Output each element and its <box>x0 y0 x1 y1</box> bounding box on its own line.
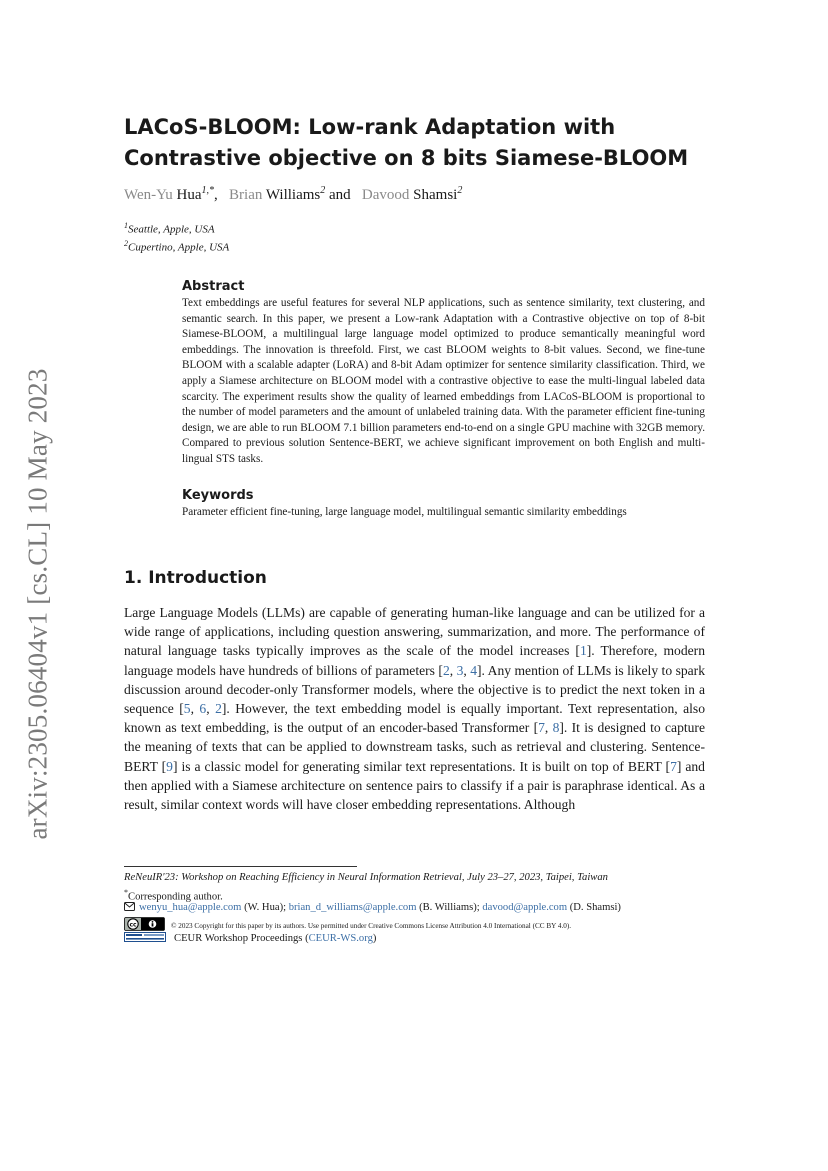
introduction-text <box>124 603 705 814</box>
email-owner: (D. Shamsi) <box>567 902 621 913</box>
email-link-hua[interactable]: wenyu_hua@apple.com <box>139 902 242 913</box>
title-line-2: Contrastive objective on 8 bits Siamese-BLOOM <box>124 146 689 170</box>
abstract-text: Text embeddings are useful features for several NLP applications, such as sentence similarity, text clustering, and semantic search. In this paper, we present a Low-rank Adaptation with a Contrastive objective on top of 8-bit Siamese-BLOOM, a multilingual large language model optimized to produce semantically meaningful word embeddings. The innovation is threefold. First, we cast BLOOM weights to 8-bit values. Second, we fine-tune BLOOM with a scalable adapter (LoRA) and 8-bit Adam optimizer for sentence similarity classification. Third, we apply a Siamese architecture on BLOOM model with a contrastive objective to ease the multi-lingual labeled data scarcity. The experiment results show the quality of learned embeddings from LACoS-BLOOM is proportional to the number of model parameters and the amount of unlabeled training data. With the parameter efficient fine-tuning design, we are able to run BLOOM 7.1 billion parameters end-to-end on a single GPU machine with 32GB memory. Compared to previous solution Sentence-BERT, we achieve significant improvement on both English and multi-lingual STS tasks. <box>182 297 705 465</box>
citation-link[interactable]: 6 <box>199 701 207 717</box>
email-owner: (B. Williams); <box>416 902 483 913</box>
author-3[interactable] <box>362 187 462 203</box>
ceur-suffix: ) <box>372 933 377 944</box>
footnote-ceur <box>124 932 376 946</box>
keywords-text: Parameter efficient fine-tuning, large language model, multilingual semantic similarity embeddings <box>182 506 627 518</box>
introduction-text-run: ] is a classic model for generating similar text representations. It is built on top of BERT [ <box>172 758 671 774</box>
title-line-1: LACoS-BLOOM: Low-rank Adaptation with <box>124 115 616 139</box>
keywords-heading: Keywords <box>182 488 254 503</box>
author-affiliation-mark: 2 <box>457 185 463 196</box>
ceur-logo-icon <box>124 932 166 942</box>
introduction-text-run: ]. Any mention of LLMs is likely to spark discussion around decoder-only Transformer models, where the objective is to predict the next token in a sequence [ <box>124 662 706 717</box>
affiliation-2 <box>124 239 229 254</box>
email-link-williams[interactable]: brian_d_williams@apple.com <box>288 902 417 913</box>
footnote-divider <box>124 866 357 867</box>
author-separator: and <box>325 187 359 203</box>
author-given-name: Brian <box>229 187 263 203</box>
citation-link[interactable]: 8 <box>552 720 560 736</box>
citation-link[interactable]: 5 <box>183 701 191 717</box>
author-family-name: Hua <box>176 187 202 203</box>
author-1[interactable] <box>124 187 214 203</box>
introduction-text-run: , <box>449 662 457 678</box>
footnote-workshop: ReNeuIR'23: Workshop on Reaching Efficiency in Neural Information Retrieval, July 23–27, 2023, Taipei, Taiwan <box>124 872 608 883</box>
citation-link[interactable]: 3 <box>456 662 464 678</box>
introduction-text-run: ]. Therefore, modern language models have hundreds of billions of parameters [ <box>124 643 706 678</box>
email-link-shamsi[interactable]: davood@apple.com <box>482 902 568 913</box>
author-affiliation-mark: 1,* <box>201 185 215 196</box>
cc-badge-text: cc <box>129 921 137 929</box>
author-2[interactable] <box>229 187 325 203</box>
introduction-text-run: , <box>206 701 216 717</box>
citation-link[interactable]: 2 <box>215 701 222 717</box>
author-family-name: Shamsi <box>413 187 458 203</box>
citation-link[interactable]: 4 <box>470 662 478 678</box>
citation-link[interactable]: 7 <box>538 720 545 736</box>
ceur-ws-link[interactable]: CEUR-WS.org <box>308 933 373 944</box>
footnote-copyright <box>124 917 571 933</box>
copyright-text: © 2023 Copyright for this paper by its authors. Use permitted under Creative Commons License Attribution 4.0 International (CC BY 4.0). <box>171 922 572 930</box>
corresponding-mark: * <box>124 888 128 897</box>
introduction-text-run: , <box>463 662 471 678</box>
cc-by-license-icon <box>124 917 165 931</box>
introduction-text-run: ] and then applied with a Siamese architecture on sentence pairs to classify if a pair is paraphrase identical. As a result, similar context words will have closer embedding representations. Although <box>124 758 705 813</box>
author-given-name: Wen-Yu <box>124 187 173 203</box>
paper-title <box>124 112 724 174</box>
email-owner: (W. Hua); <box>241 902 289 913</box>
introduction-text-run: , <box>190 701 200 717</box>
author-given-name: Davood <box>361 187 410 203</box>
affiliation-text: Seattle, Apple, USA <box>128 223 215 236</box>
abstract-heading: Abstract <box>182 279 245 294</box>
envelope-icon <box>124 902 135 911</box>
arxiv-identifier <box>20 358 56 850</box>
affiliation-mark: 2 <box>124 239 128 248</box>
affiliation-mark: 1 <box>124 221 128 230</box>
citation-link[interactable]: 9 <box>166 758 173 774</box>
citation-link[interactable]: 7 <box>670 758 677 774</box>
arxiv-identifier-text: arXiv:2305.06404v1 [cs.CL] 10 May 2023 <box>22 368 53 840</box>
affiliation-text: Cupertino, Apple, USA <box>128 241 230 254</box>
ceur-prefix: CEUR Workshop Proceedings ( <box>174 933 309 944</box>
citation-link[interactable]: 2 <box>442 662 450 678</box>
introduction-text-run: Large Language Models (LLMs) are capable of generating human-like language and can be utilized for a wide range of applications, including question answering, summarization, and more. The performance of natural language tasks typically improves as the scale of the model increases [ <box>124 605 705 659</box>
introduction-text-run: ]. It is designed to capture the meaning of texts that can be applied to downstream tasks, such as retrieval and clustering. Sentence-BERT [ <box>124 720 705 774</box>
introduction-heading: 1. Introduction <box>124 568 267 588</box>
author-list <box>124 185 462 204</box>
author-affiliation-mark: 2 <box>320 185 326 196</box>
author-family-name: Williams <box>265 187 321 203</box>
author-separator: , <box>214 187 226 203</box>
citation-link[interactable]: 1 <box>579 643 587 659</box>
corresponding-text: Corresponding author. <box>128 891 223 903</box>
footnote-emails <box>124 901 621 915</box>
affiliation-1 <box>124 221 215 236</box>
introduction-text-run: , <box>544 720 553 736</box>
introduction-text-run: ]. However, the text embedding model is equally important. Text representation, also known as text embedding, is the output of an encoder-based Transformer [ <box>124 701 705 736</box>
